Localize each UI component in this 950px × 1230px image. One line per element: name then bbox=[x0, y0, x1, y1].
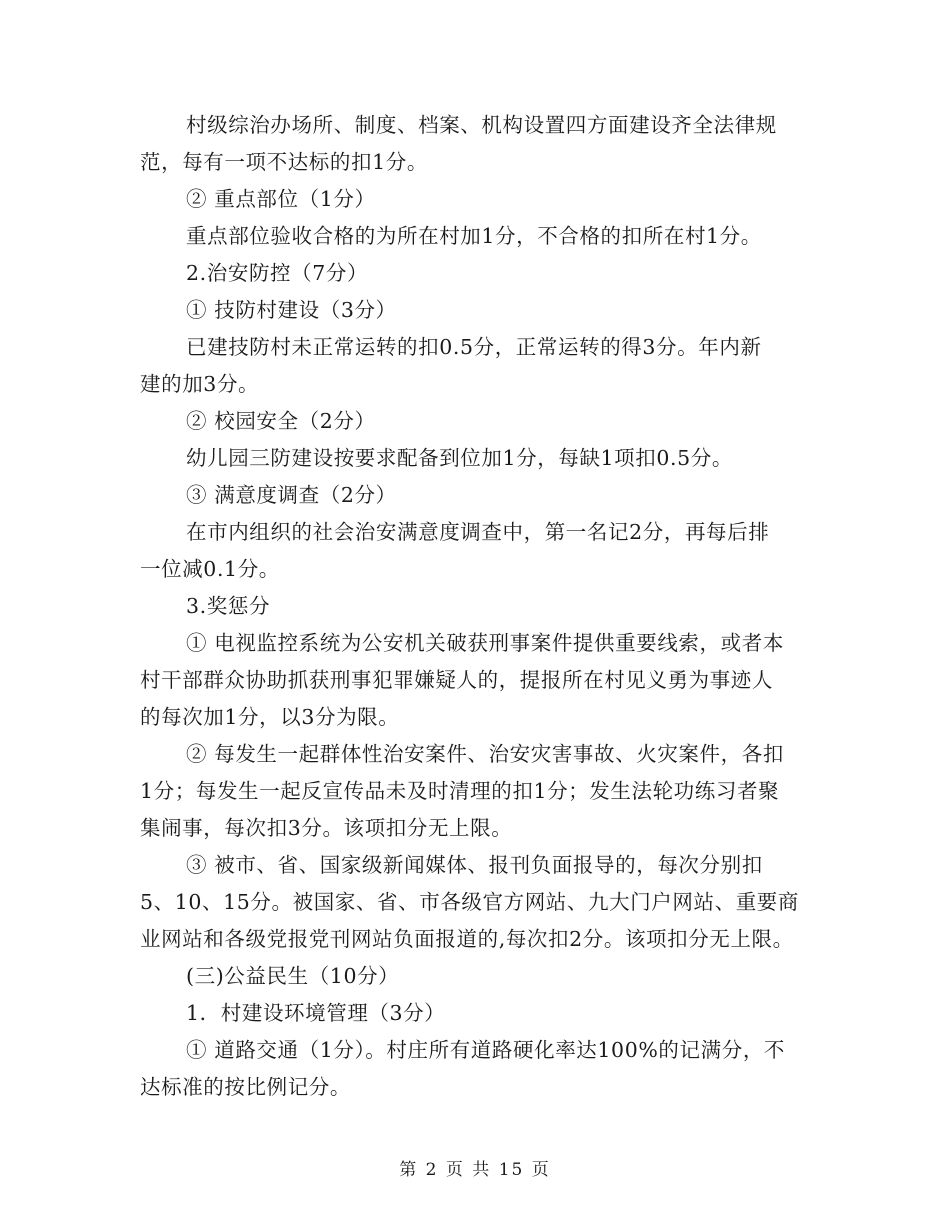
text-line: 达标准的按比例记分。 bbox=[140, 1075, 351, 1099]
text-line: 集闹事，每次扣3分。该项扣分无上限。 bbox=[140, 816, 513, 840]
text-line: ① 电视监控系统为公安机关破获刑事案件提供重要线索，或者本 bbox=[186, 631, 784, 655]
page-footer: 第 2 页 共 15 页 bbox=[399, 1160, 551, 1180]
text-line: 5、10、15分。被国家、省、市各级官方网站、九大门户网站、重要商 bbox=[140, 890, 800, 914]
text-line: 一位减0.1分。 bbox=[140, 557, 280, 581]
text-line: (三)公益民生（10分） bbox=[186, 964, 400, 988]
text-line: ③ 满意度调查（2分） bbox=[186, 483, 397, 507]
text-line: ② 校园安全（2分） bbox=[186, 409, 376, 433]
text-line: 1．村建设环境管理（3分） bbox=[186, 1001, 446, 1025]
text-line: 幼儿园三防建设按要求配备到位加1分，每缺1项扣0.5分。 bbox=[186, 446, 733, 470]
text-line: ② 每发生一起群体性治安案件、治安灾害事故、火灾案件，各扣 bbox=[186, 742, 784, 766]
text-line: ② 重点部位（1分） bbox=[186, 187, 376, 211]
text-line: 在市内组织的社会治安满意度调查中，第一名记2分，再每后排 bbox=[186, 520, 770, 544]
text-line: 建的加3分。 bbox=[140, 372, 260, 396]
text-line: 村级综治办场所、制度、档案、机构设置四方面建设齐全法律规 bbox=[186, 113, 777, 137]
text-line: 2.治安防控（7分） bbox=[186, 261, 369, 285]
text-line: 已建技防村未正常运转的扣0.5分，正常运转的得3分。年内新 bbox=[186, 335, 762, 359]
text-line: 业网站和各级党报党刊网站负面报道的,每次扣2分。该项扣分无上限。 bbox=[140, 927, 794, 951]
document-body bbox=[140, 107, 816, 1106]
text-line: ③ 被市、省、国家级新闻媒体、报刊负面报导的，每次分别扣 bbox=[186, 853, 763, 877]
text-line: ① 道路交通（1分）。村庄所有道路硬化率达100%的记满分，不 bbox=[186, 1038, 786, 1062]
text-line: 1分；每发生一起反宣传品未及时清理的扣1分；发生法轮功练习者聚 bbox=[140, 779, 780, 803]
text-line: 3.奖惩分 bbox=[186, 594, 271, 618]
text-line: 的每次加1分，以3分为限。 bbox=[140, 705, 400, 729]
text-line: 重点部位验收合格的为所在村加1分，不合格的扣所在村1分。 bbox=[186, 224, 762, 248]
text-line: ① 技防村建设（3分） bbox=[186, 298, 397, 322]
text-line: 范，每有一项不达标的扣1分。 bbox=[140, 150, 428, 174]
text-line: 村干部群众协助抓获刑事犯罪嫌疑人的，提报所在村见义勇为事迹人 bbox=[140, 668, 773, 692]
